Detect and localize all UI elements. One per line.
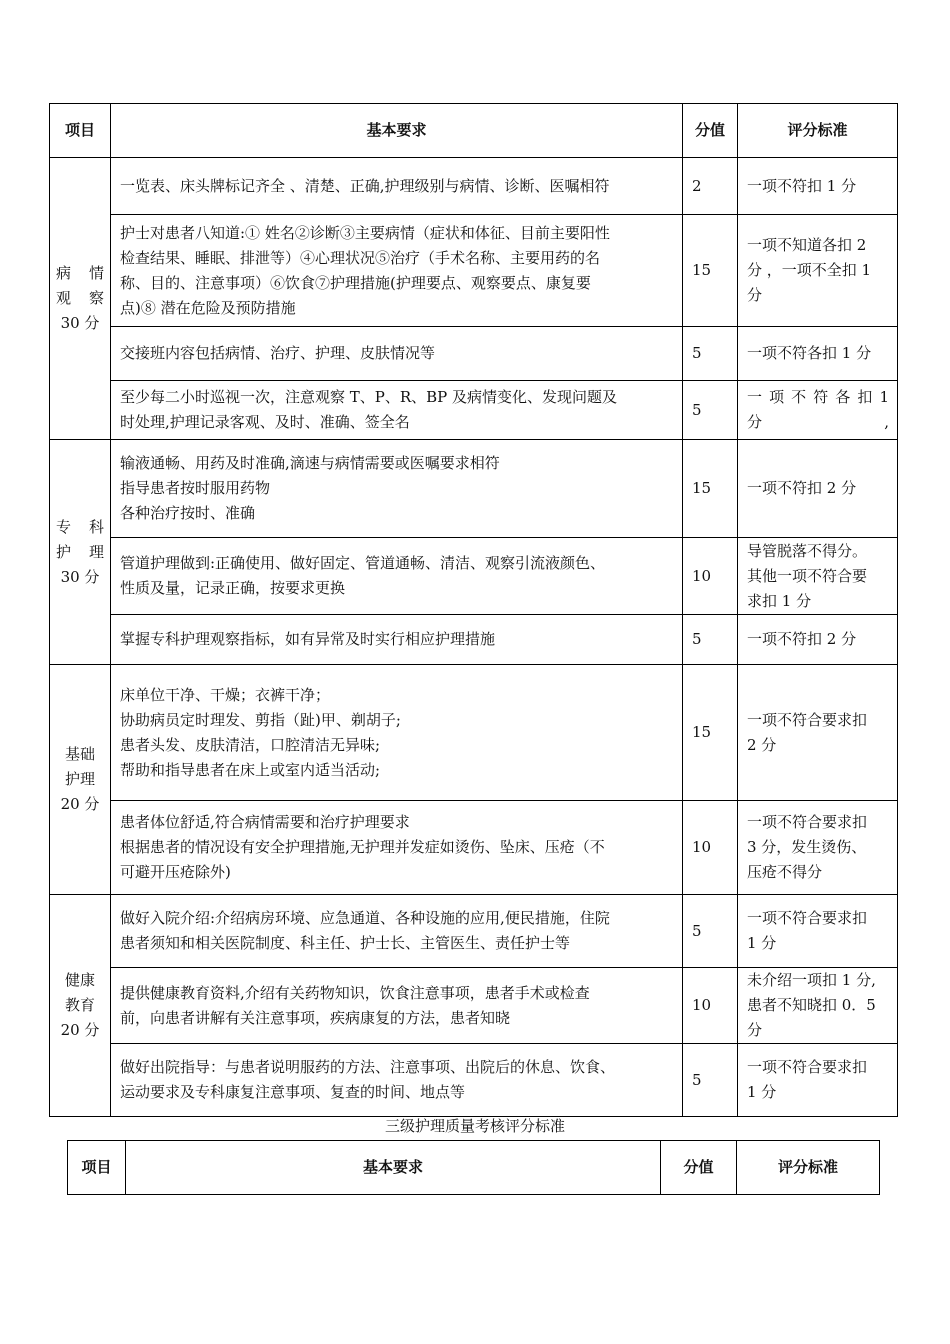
requirement-cell [111,381,683,440]
criteria-cell [738,158,898,215]
table-row [50,158,898,215]
requirement-text: 做好入院介绍:介绍病房环境、应急通道、各种设施的应用,便民措施，住院 [120,909,610,927]
criteria-cell [738,440,898,538]
requirement-text: 时处理,护理记录客观、及时、准确、签全名 [120,413,410,431]
criteria-text: 一项不符合要求扣 [747,813,868,831]
requirement-text: 患者须知和相关医院制度、科主任、护士长、主管医生、责任护士等 [120,934,571,952]
requirement-cell [111,615,683,665]
requirement-cell [111,440,683,538]
table-row [50,327,898,381]
category-label: 20 分 [60,1021,100,1039]
category-label: 护 理 [56,542,104,561]
requirement-text: 护士对患者八知道:① 姓名②诊断③主要病情（症状和体征、目前主要阳性 [120,223,610,242]
criteria-cell [738,895,898,968]
requirement-text: 协助病员定时理发、剪指（趾)甲、剃胡子; [120,710,401,729]
table-row [50,665,898,801]
criteria-text: 一项不符扣 2 分 [747,630,857,648]
criteria-text: 一项不符合要求扣 [747,1058,868,1076]
requirement-text: 点)⑧ 潜在危险及预防措施 [120,298,296,317]
second-header-criteria: 评分标准 [737,1141,880,1195]
criteria-text: 未介绍一项扣 1 分, [747,971,876,989]
requirement-text: 一览表、床头牌标记齐全 、清楚、正确,护理级别与病情、诊断、医嘱相符 [120,176,610,195]
criteria-text: 一项不符扣 1 分 [747,176,857,195]
criteria-text: 1 分 [747,1083,777,1101]
score-cell: 2 [683,158,738,215]
score-cell: 5 [683,327,738,381]
score-cell: 10 [683,538,738,615]
category-cell [50,895,111,1117]
score-cell: 10 [683,801,738,895]
requirement-text: 各种治疗按时、准确 [120,504,256,522]
requirement-cell [111,1044,683,1117]
requirement-text: 做好出院指导：与患者说明服药的方法、注意事项、出院后的休息、饮食、 [120,1058,616,1076]
second-header-item: 项目 [68,1141,126,1195]
table-row [50,615,898,665]
criteria-text: 一 项 不 符 各 扣 1 [747,388,889,406]
criteria-text: 压疮不得分 [747,863,823,881]
requirement-cell [111,968,683,1044]
criteria-cell [738,381,898,440]
requirement-text: 可避开压疮除外) [120,863,231,881]
requirement-cell [111,801,683,895]
criteria-text: 其他一项不符合要 [747,566,868,585]
score-cell: 15 [683,440,738,538]
criteria-cell [738,665,898,801]
requirement-cell [111,327,683,381]
score-cell: 10 [683,968,738,1044]
requirement-text: 患者体位舒适,符合病情需要和治疗护理要求 [120,813,410,831]
criteria-cell [738,615,898,665]
score-cell: 5 [683,1044,738,1117]
requirement-text: 至少每二小时巡视一次，注意观察 T、P、R、BP 及病情变化、发现问题及 [120,388,618,406]
score-cell: 5 [683,895,738,968]
table-row [50,440,898,538]
criteria-cell [738,801,898,895]
table-row [50,215,898,327]
criteria-text: 2 分 [747,735,777,754]
category-label: 20 分 [60,795,100,813]
criteria-text: 3 分，发生烫伤、 [747,838,867,856]
header-requirement: 基本要求 [111,104,683,158]
requirement-text: 指导患者按时服用药物 [120,479,271,497]
criteria-text: 一项不知道各扣 2 [747,236,867,254]
criteria-text: 一项不符合要求扣 [747,909,868,927]
category-cell [50,665,111,895]
criteria-text: 分 ，一项不全扣 1 [747,261,872,279]
requirement-cell [111,665,683,801]
score-cell: 15 [683,215,738,327]
table-row [50,801,898,895]
criteria-text: 一项不符合要求扣 [747,710,868,729]
requirement-cell [111,538,683,615]
criteria-cell [738,1044,898,1117]
category-label: 观 察 [56,289,104,307]
requirement-text: 提供健康教育资料,介绍有关药物知识，饮食注意事项，患者手术或检查 [120,983,590,1002]
criteria-cell [738,327,898,381]
header-item: 项目 [50,104,111,158]
criteria-text: 分 [747,1021,763,1039]
requirement-cell [111,895,683,968]
table-caption: 三级护理质量考核评分标准 [384,1117,565,1135]
score-cell: 5 [683,615,738,665]
score-cell: 5 [683,381,738,440]
table-body [50,158,898,1117]
requirement-text: 交接班内容包括病情、治疗、护理、皮肤情况等 [120,344,436,362]
category-cell [50,440,111,665]
category-label: 基础 [64,745,95,763]
requirement-text: 检查结果、睡眠、排泄等）④心理状况⑤治疗（手术名称、主要用药的名 [120,248,601,267]
requirement-text: 根据患者的情况设有安全护理措施,无护理并发症如烫伤、坠床、压疮（不 [120,838,605,856]
second-header-score: 分值 [661,1141,737,1195]
table-row [50,381,898,440]
requirement-text: 前，向患者讲解有关注意事项，疾病康复的方法，患者知晓 [120,1008,511,1027]
criteria-cell [738,538,898,615]
score-cell: 15 [683,665,738,801]
category-label: 教育 [64,996,95,1014]
header-score: 分值 [683,104,738,158]
requirement-text: 掌握专科护理观察指标，如有异常及时实行相应护理措施 [120,630,496,648]
criteria-text: 分 [747,286,763,304]
criteria-text: 患者不知晓扣 0．5 [747,996,876,1014]
requirement-text: 性质及量，记录正确，按要求更换 [120,579,346,597]
requirement-text: 运动要求及专科康复注意事项、复查的时间、地点等 [120,1083,466,1101]
table-row [50,895,898,968]
category-label: 专 科 [56,517,104,536]
second-header-requirement: 基本要求 [126,1141,661,1195]
category-label: 30 分 [60,567,100,586]
category-label: 病 情 [56,264,104,282]
table-row [50,538,898,615]
category-label: 护理 [64,770,95,788]
category-cell [50,158,111,440]
requirement-text: 管道护理做到:正确使用、做好固定、管道通畅、清洁、观察引流液颜色、 [120,554,606,572]
header-criteria: 评分标准 [738,104,898,158]
requirement-cell [111,158,683,215]
requirement-text: 称、目的、注意事项）⑥饮食⑦护理措施(护理要点、观察要点、康复要 [120,273,591,292]
category-label: 健康 [64,971,95,989]
requirement-text: 患者头发、皮肤清洁，口腔清洁无异味; [120,735,381,754]
criteria-text: 求扣 1 分 [747,591,812,610]
criteria-cell [738,968,898,1044]
criteria-text: 一项不符扣 2 分 [747,479,857,497]
requirement-cell [111,215,683,327]
table-row [50,1044,898,1117]
criteria-text: 一项不符各扣 1 分 [747,344,872,362]
criteria-text: 导管脱落不得分。 [747,541,868,560]
requirement-text: 帮助和指导患者在床上或室内适当活动; [120,760,381,779]
requirement-text: 床单位干净、干燥；衣裤干净； [120,685,331,704]
nursing-standard-table [49,103,898,1117]
criteria-text: 1 分 [747,934,777,952]
criteria-text: 分, [747,413,889,431]
criteria-cell [738,215,898,327]
table-row [50,968,898,1044]
requirement-text: 输液通畅、用药及时准确,滴速与病情需要或医嘱要求相符 [120,454,500,472]
second-table-header [67,1140,880,1195]
category-label: 30 分 [60,314,100,332]
